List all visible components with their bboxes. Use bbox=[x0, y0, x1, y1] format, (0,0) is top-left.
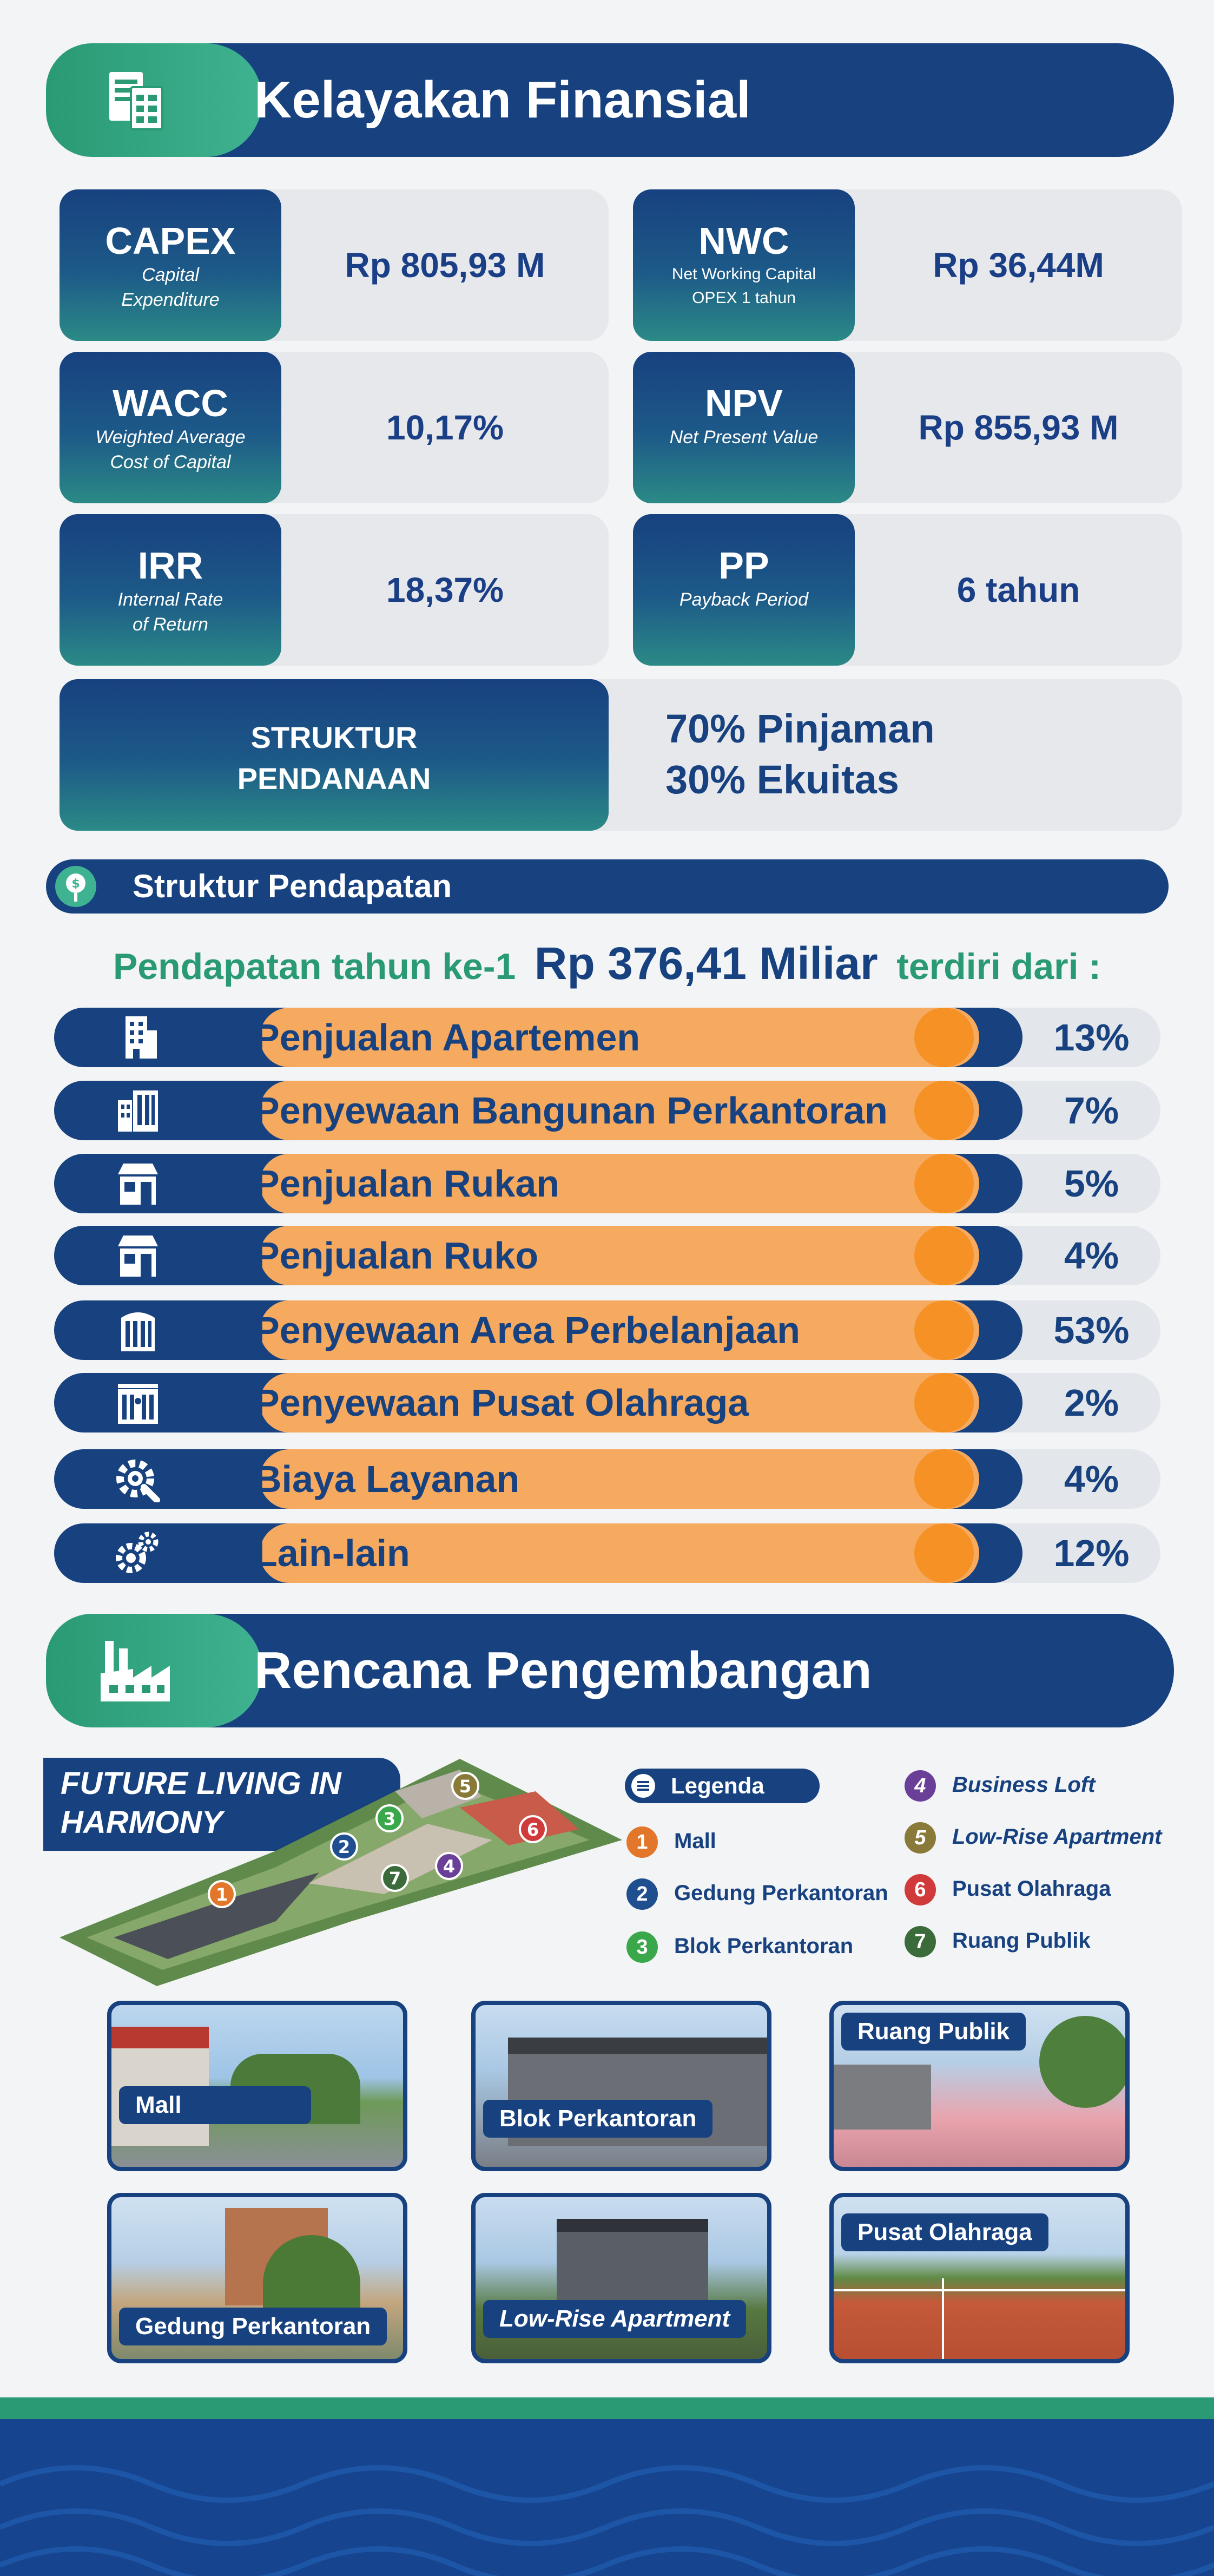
pendapatan-intro-right: terdiri dari : bbox=[896, 946, 1101, 987]
factory-icon bbox=[97, 1635, 173, 1706]
struktur-pendanaan-card bbox=[60, 679, 1182, 831]
revenue-name: Biaya Layanan bbox=[254, 1458, 520, 1500]
nwc-card bbox=[633, 189, 1182, 341]
apartment-building-icon bbox=[114, 1014, 162, 1061]
pp-card bbox=[633, 514, 1182, 666]
revenue-name: Penjualan Apartemen bbox=[254, 1016, 641, 1059]
factory-icon-wrap bbox=[46, 1614, 262, 1727]
revenue-pct: 2% bbox=[1064, 1382, 1119, 1424]
tagline-line-2: HARMONY bbox=[61, 1805, 223, 1840]
pendapatan-intro-left: Pendapatan tahun ke-1 bbox=[113, 946, 516, 987]
revenue-row-perbelanjaan bbox=[54, 1300, 1160, 1360]
revenue-pct: 53% bbox=[1053, 1309, 1130, 1351]
svg-text:3: 3 bbox=[383, 1809, 396, 1829]
photo-caption: Pusat Olahraga bbox=[841, 2213, 1048, 2251]
capex-label: CAPEX bbox=[105, 220, 236, 262]
mall-icon bbox=[114, 1307, 162, 1353]
revenue-pct: 12% bbox=[1053, 1532, 1130, 1574]
revenue-row-rukan bbox=[54, 1154, 1160, 1213]
masterplan-map bbox=[49, 1759, 622, 1986]
legend-number: 7 bbox=[905, 1926, 936, 1957]
gears-icon bbox=[114, 1530, 162, 1576]
wacc-value: 10,17% bbox=[386, 408, 504, 447]
revenue-row-lain bbox=[54, 1523, 1160, 1583]
legend-number: 3 bbox=[626, 1931, 658, 1963]
capex-sub1: Capital bbox=[142, 265, 199, 285]
irr-value: 18,37% bbox=[386, 570, 504, 609]
document-icon-wrap bbox=[46, 43, 262, 157]
storefront-icon bbox=[114, 1160, 162, 1207]
legend-title: Legenda bbox=[671, 1773, 764, 1798]
struktur-values bbox=[665, 704, 935, 805]
money-icon bbox=[54, 865, 97, 908]
photo-pusat-olahraga bbox=[829, 2193, 1130, 2363]
wacc-sub2: Cost of Capital bbox=[110, 452, 231, 472]
legend-label: Blok Perkantoran bbox=[674, 1934, 854, 1958]
svg-text:7: 7 bbox=[388, 1868, 401, 1889]
struktur-label-2: PENDANAAN bbox=[237, 761, 431, 796]
pendapatan-title: Struktur Pendapatan bbox=[133, 868, 452, 904]
photo-caption: Low-Rise Apartment bbox=[483, 2300, 746, 2338]
revenue-pct: 5% bbox=[1064, 1162, 1119, 1205]
tagline-line-1: FUTURE LIVING IN bbox=[61, 1766, 341, 1801]
photo-low-rise-apartment bbox=[471, 2193, 771, 2363]
irr-sub1: Internal Rate bbox=[117, 589, 223, 610]
irr-sub2: of Return bbox=[133, 614, 208, 635]
revenue-name: Penyewaan Bangunan Perkantoran bbox=[254, 1089, 888, 1132]
revenue-name: Penjualan Rukan bbox=[254, 1162, 560, 1205]
npv-sub1: Net Present Value bbox=[669, 427, 819, 448]
kelayakan-title: Kelayakan Finansial bbox=[254, 71, 751, 129]
revenue-name: Penyewaan Area Perbelanjaan bbox=[254, 1309, 801, 1351]
wacc-label-box bbox=[60, 352, 281, 503]
photo-caption: Gedung Perkantoran bbox=[119, 2308, 387, 2345]
legend-label: Business Loft bbox=[952, 1773, 1096, 1797]
capex-card bbox=[60, 189, 609, 341]
photo-caption: Ruang Publik bbox=[841, 2013, 1026, 2051]
irr-card bbox=[60, 514, 609, 666]
office-building-icon bbox=[114, 1087, 162, 1134]
list-icon bbox=[630, 1773, 656, 1799]
svg-text:2: 2 bbox=[338, 1837, 351, 1857]
capex-label-box bbox=[60, 189, 281, 341]
legend-item-low-rise bbox=[905, 1821, 1162, 1853]
photo-ruang-publik bbox=[829, 2001, 1130, 2171]
pendapatan-header bbox=[46, 859, 1169, 914]
rencana-title: Rencana Pengembangan bbox=[254, 1641, 872, 1699]
photo-blok-perkantoran bbox=[471, 2001, 771, 2171]
npv-card bbox=[633, 352, 1182, 503]
nwc-label-box bbox=[633, 189, 855, 341]
npv-value: Rp 855,93 M bbox=[918, 408, 1119, 447]
footer-band bbox=[0, 2419, 1214, 2576]
legend-number: 1 bbox=[626, 1826, 658, 1858]
nwc-label: NWC bbox=[698, 220, 789, 262]
pendapatan-intro bbox=[0, 931, 1214, 996]
capex-value: Rp 805,93 M bbox=[345, 246, 545, 285]
legend-number: 5 bbox=[905, 1822, 936, 1854]
pp-value: 6 tahun bbox=[956, 570, 1080, 609]
revenue-pct: 4% bbox=[1064, 1234, 1119, 1277]
revenue-name: Lain-lain bbox=[254, 1532, 410, 1574]
service-gear-icon bbox=[114, 1456, 162, 1502]
revenue-row-olahraga bbox=[54, 1373, 1160, 1432]
struktur-ekuitas: 30% Ekuitas bbox=[665, 757, 899, 802]
svg-text:1: 1 bbox=[215, 1884, 228, 1905]
revenue-row-ruko bbox=[54, 1226, 1160, 1285]
legend-number: 4 bbox=[905, 1770, 936, 1802]
legend-item-ruang-publik bbox=[905, 1924, 1091, 1957]
revenue-name: Penyewaan Pusat Olahraga bbox=[254, 1382, 749, 1424]
legend-item-business-loft bbox=[905, 1769, 1095, 1801]
revenue-pct: 4% bbox=[1064, 1458, 1119, 1500]
legend-header bbox=[625, 1769, 820, 1803]
svg-text:$: $ bbox=[71, 877, 80, 891]
document-icon bbox=[103, 68, 168, 133]
rencana-header bbox=[46, 1614, 1174, 1727]
revenue-row-layanan bbox=[54, 1449, 1160, 1509]
wacc-label: WACC bbox=[113, 382, 228, 424]
storefront-icon bbox=[114, 1232, 162, 1279]
photo-mall bbox=[107, 2001, 407, 2171]
npv-label: NPV bbox=[705, 382, 783, 424]
photo-gedung-perkantoran bbox=[107, 2193, 407, 2363]
wacc-sub1: Weighted Average bbox=[95, 427, 246, 448]
svg-text:5: 5 bbox=[459, 1776, 472, 1797]
revenue-row-perkantoran bbox=[54, 1081, 1160, 1140]
legend-item-gedung bbox=[626, 1877, 888, 1909]
revenue-pct: 7% bbox=[1064, 1089, 1119, 1132]
revenue-row-apartemen bbox=[54, 1008, 1160, 1067]
irr-label-box bbox=[60, 514, 281, 666]
photo-caption: Mall bbox=[119, 2086, 311, 2124]
legend-label: Ruang Publik bbox=[952, 1929, 1091, 1953]
legend-label: Mall bbox=[674, 1829, 716, 1853]
photo-caption: Blok Perkantoran bbox=[483, 2100, 712, 2138]
pendapatan-amount: Rp 376,41 Miliar bbox=[534, 938, 878, 989]
revenue-name: Penjualan Ruko bbox=[254, 1234, 539, 1277]
struktur-label-1: STRUKTUR bbox=[250, 720, 418, 754]
legend-item-blok bbox=[626, 1930, 853, 1962]
sport-center-icon bbox=[114, 1379, 162, 1426]
legend-label: Gedung Perkantoran bbox=[674, 1881, 888, 1905]
legend-number: 6 bbox=[905, 1874, 936, 1905]
nwc-sub2: OPEX 1 tahun bbox=[692, 289, 796, 307]
irr-label: IRR bbox=[137, 544, 203, 587]
footer-stripe bbox=[0, 2397, 1214, 2419]
legend-label: Pusat Olahraga bbox=[952, 1877, 1111, 1901]
legend-item-olahraga bbox=[905, 1872, 1111, 1905]
footer-pattern bbox=[0, 2419, 1214, 2576]
wacc-card bbox=[60, 352, 609, 503]
kelayakan-header bbox=[46, 43, 1174, 157]
svg-text:6: 6 bbox=[526, 1819, 539, 1840]
pp-label: PP bbox=[718, 544, 769, 587]
legend-number: 2 bbox=[626, 1878, 658, 1910]
struktur-pendanaan-label-box bbox=[60, 679, 609, 831]
pp-label-box bbox=[633, 514, 855, 666]
revenue-pct: 13% bbox=[1053, 1016, 1130, 1059]
npv-label-box bbox=[633, 352, 855, 503]
legend-label: Low-Rise Apartment bbox=[952, 1825, 1162, 1849]
svg-text:4: 4 bbox=[443, 1856, 456, 1877]
pp-sub1: Payback Period bbox=[679, 589, 809, 610]
nwc-sub1: Net Working Capital bbox=[671, 265, 816, 283]
capex-sub2: Expenditure bbox=[121, 290, 220, 310]
nwc-value: Rp 36,44M bbox=[933, 246, 1104, 285]
struktur-pinjaman: 70% Pinjaman bbox=[665, 706, 935, 751]
legend-item-mall bbox=[626, 1825, 716, 1857]
